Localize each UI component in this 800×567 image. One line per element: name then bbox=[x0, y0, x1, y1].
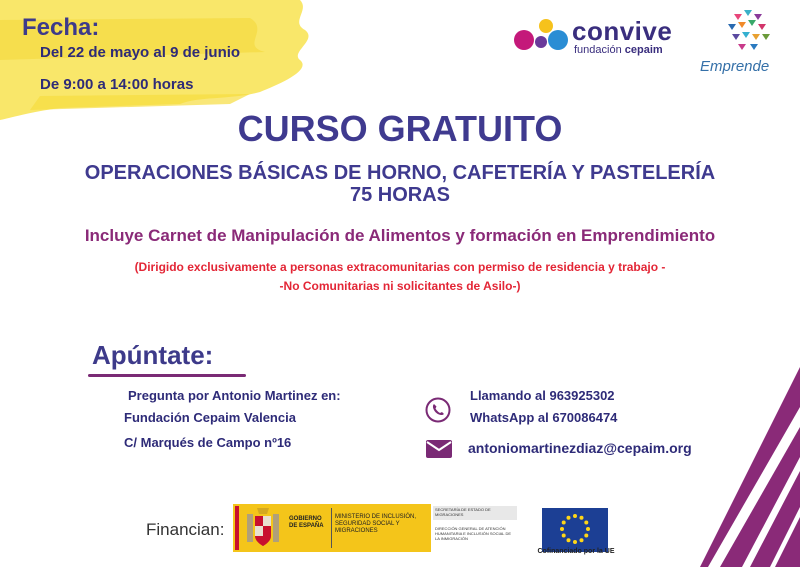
course-title: CURSO GRATUITO bbox=[237, 108, 563, 149]
corner-stripes-decoration bbox=[680, 367, 800, 567]
contact-phone[interactable]: Llamando al 963925302 bbox=[470, 388, 615, 403]
contact-whatsapp[interactable]: WhatsApp al 670086474 bbox=[470, 410, 618, 425]
target-audience-line-2: -No Comunitarias ni solicitantes de Asilo-) bbox=[279, 279, 521, 293]
phone-icon bbox=[425, 397, 451, 423]
course-subtitle bbox=[0, 162, 800, 206]
spanish-government-logo bbox=[233, 504, 518, 552]
contact-organization: Fundación Cepaim Valencia bbox=[124, 410, 296, 425]
date-range: Del 22 de mayo al 9 de junio bbox=[40, 44, 241, 61]
convive-logo-subtitle: fundación cepaim bbox=[574, 44, 663, 56]
course-name: OPERACIONES BÁSICAS DE HORNO, CAFETERÍA Y PASTELERÍA bbox=[84, 162, 716, 184]
emprende-logo-icon bbox=[724, 8, 774, 56]
signup-underline bbox=[88, 374, 246, 377]
ministry-label: MINISTERIO DE INCLUSIÓN, SEGURIDAD SOCIAL Y MIGRACIONES bbox=[335, 514, 417, 534]
contact-person: Pregunta por Antonio Martinez en: bbox=[128, 388, 341, 403]
secretaria-label: SECRETARÍA DE ESTADO DE MIGRACIONES bbox=[435, 507, 491, 517]
gov-label: GOBIERNO DE ESPAÑA bbox=[289, 516, 324, 529]
coat-of-arms-icon bbox=[243, 506, 283, 550]
date-label: Fecha: bbox=[22, 14, 100, 41]
eu-cofinanced-caption: Cofinanciado por la UE bbox=[537, 548, 615, 555]
target-audience bbox=[0, 258, 800, 296]
contact-address: C/ Marqués de Campo nº16 bbox=[124, 435, 292, 450]
direccion-label: DIRECCIÓN GENERAL DE ATENCIÓN HUMANITARIA E INCLUSIÓN SOCIAL DE LA INMIGRACIÓN bbox=[435, 526, 512, 541]
course-includes: Incluye Carnet de Manipulación de Alimentos y formación en Emprendimiento bbox=[84, 226, 716, 245]
course-duration: 75 HORAS bbox=[349, 184, 451, 206]
convive-logo-name: convive bbox=[572, 16, 673, 46]
emprende-logo-text: Emprende bbox=[700, 58, 770, 75]
eu-flag-icon bbox=[542, 506, 608, 554]
contact-email[interactable]: antoniomartinezdiaz@cepaim.org bbox=[468, 440, 692, 456]
convive-logo-icon bbox=[512, 18, 570, 52]
funding-label: Financian: bbox=[146, 520, 225, 539]
schedule-hours: De 9:00 a 14:00 horas bbox=[40, 76, 194, 93]
mail-icon bbox=[426, 440, 452, 458]
target-audience-line-1: (Dirigido exclusivamente a personas extracomunitarias con permiso de residencia y trabajo - bbox=[134, 260, 666, 274]
signup-heading: Apúntate: bbox=[92, 340, 214, 370]
